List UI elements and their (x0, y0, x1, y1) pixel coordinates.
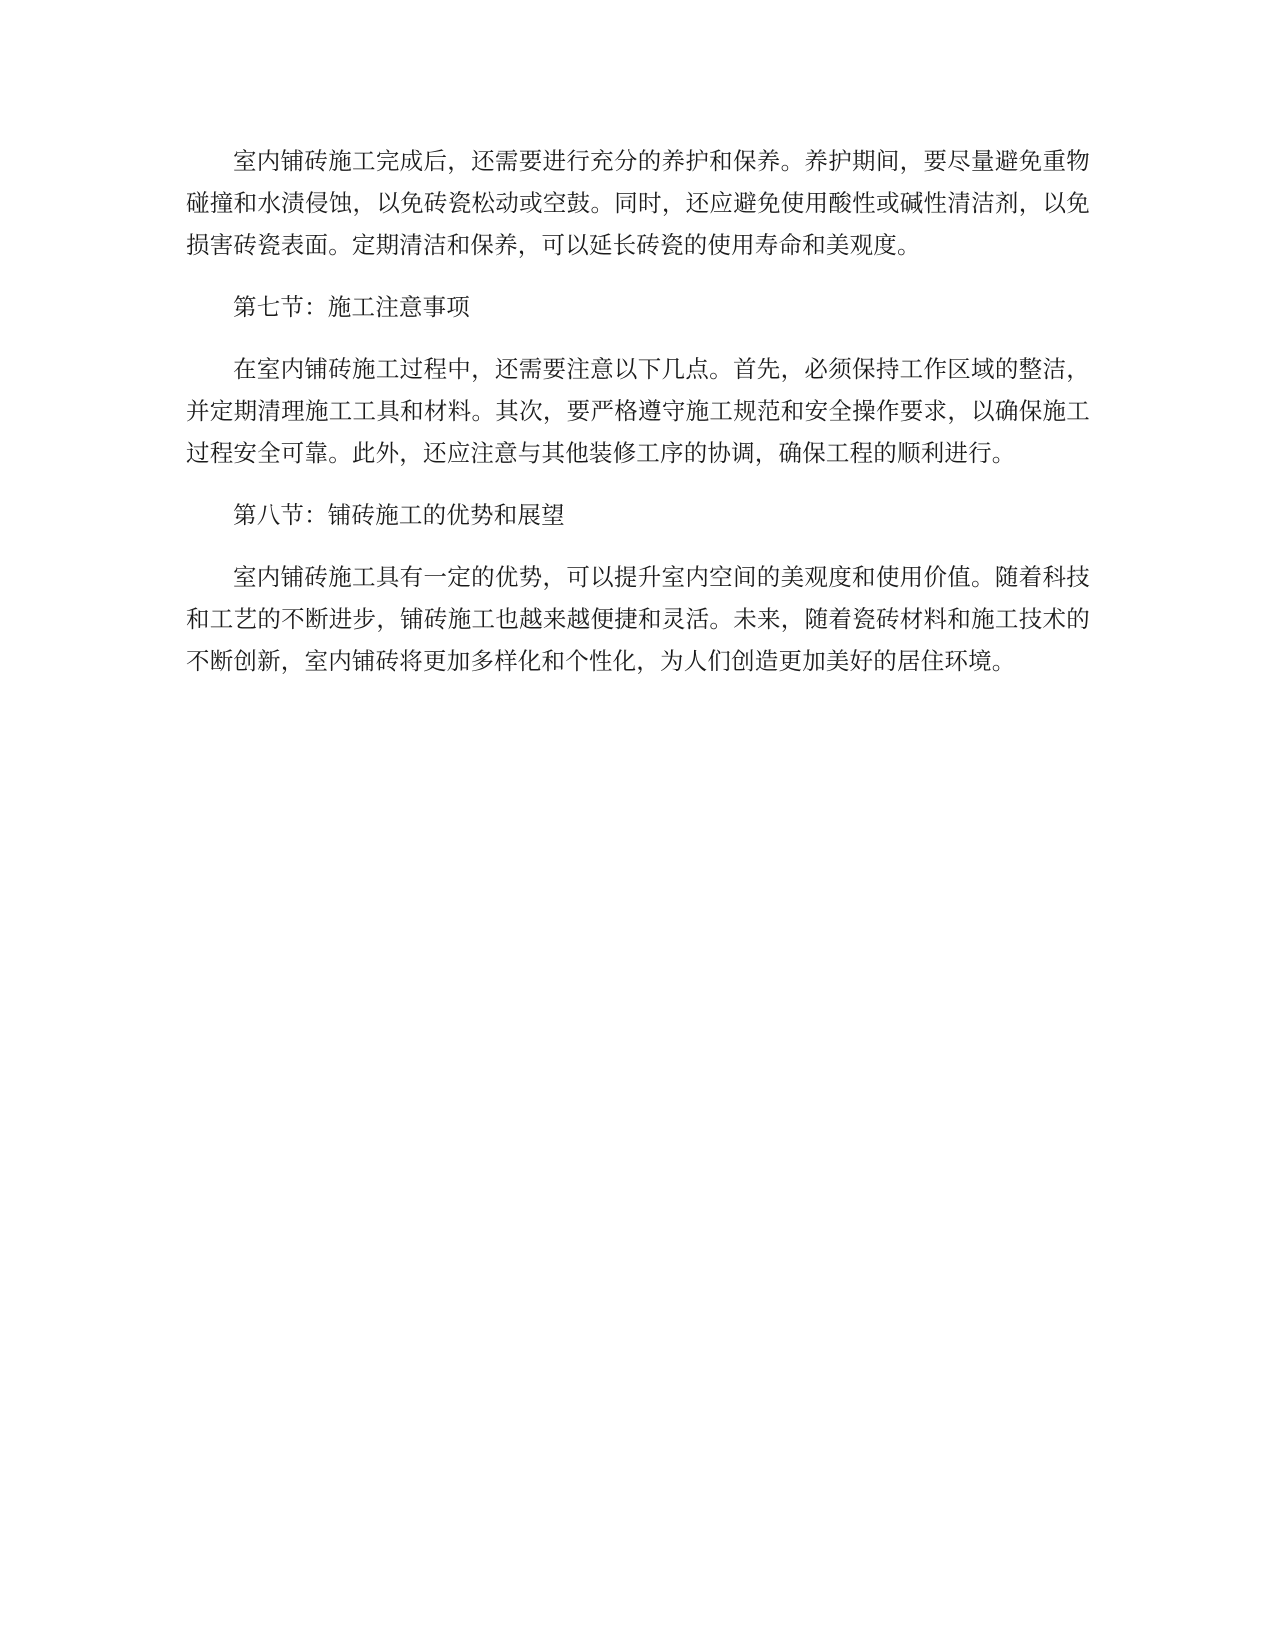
paragraph-advantages: 室内铺砖施工具有一定的优势，可以提升室内空间的美观度和使用价值。随着科技和工艺的不断进步，铺砖施工也越来越便捷和灵活。未来，随着瓷砖材料和施工技术的不断创新，室内铺砖将更加多样化和个性化，为人们创造更加美好的居住环境。 (186, 563, 1090, 675)
section-heading-8: 第八节：铺砖施工的优势和展望 (233, 501, 565, 529)
section-heading-7: 第七节：施工注意事项 (233, 293, 470, 321)
document-page (186, 140, 1090, 702)
paragraph-maintenance: 室内铺砖施工完成后，还需要进行充分的养护和保养。养护期间，要尽量避免重物碰撞和水渍侵蚀，以免砖瓷松动或空鼓。同时，还应避免使用酸性或碱性清洁剂，以免损害砖瓷表面。定期清洁和保养，可以延长砖瓷的使用寿命和美观度。 (186, 147, 1090, 259)
paragraph-precautions: 在室内铺砖施工过程中，还需要注意以下几点。首先，必须保持工作区域的整洁，并定期清理施工工具和材料。其次，要严格遵守施工规范和安全操作要求，以确保施工过程安全可靠。此外，还应注意与其他装修工序的协调，确保工程的顺利进行。 (186, 355, 1090, 467)
